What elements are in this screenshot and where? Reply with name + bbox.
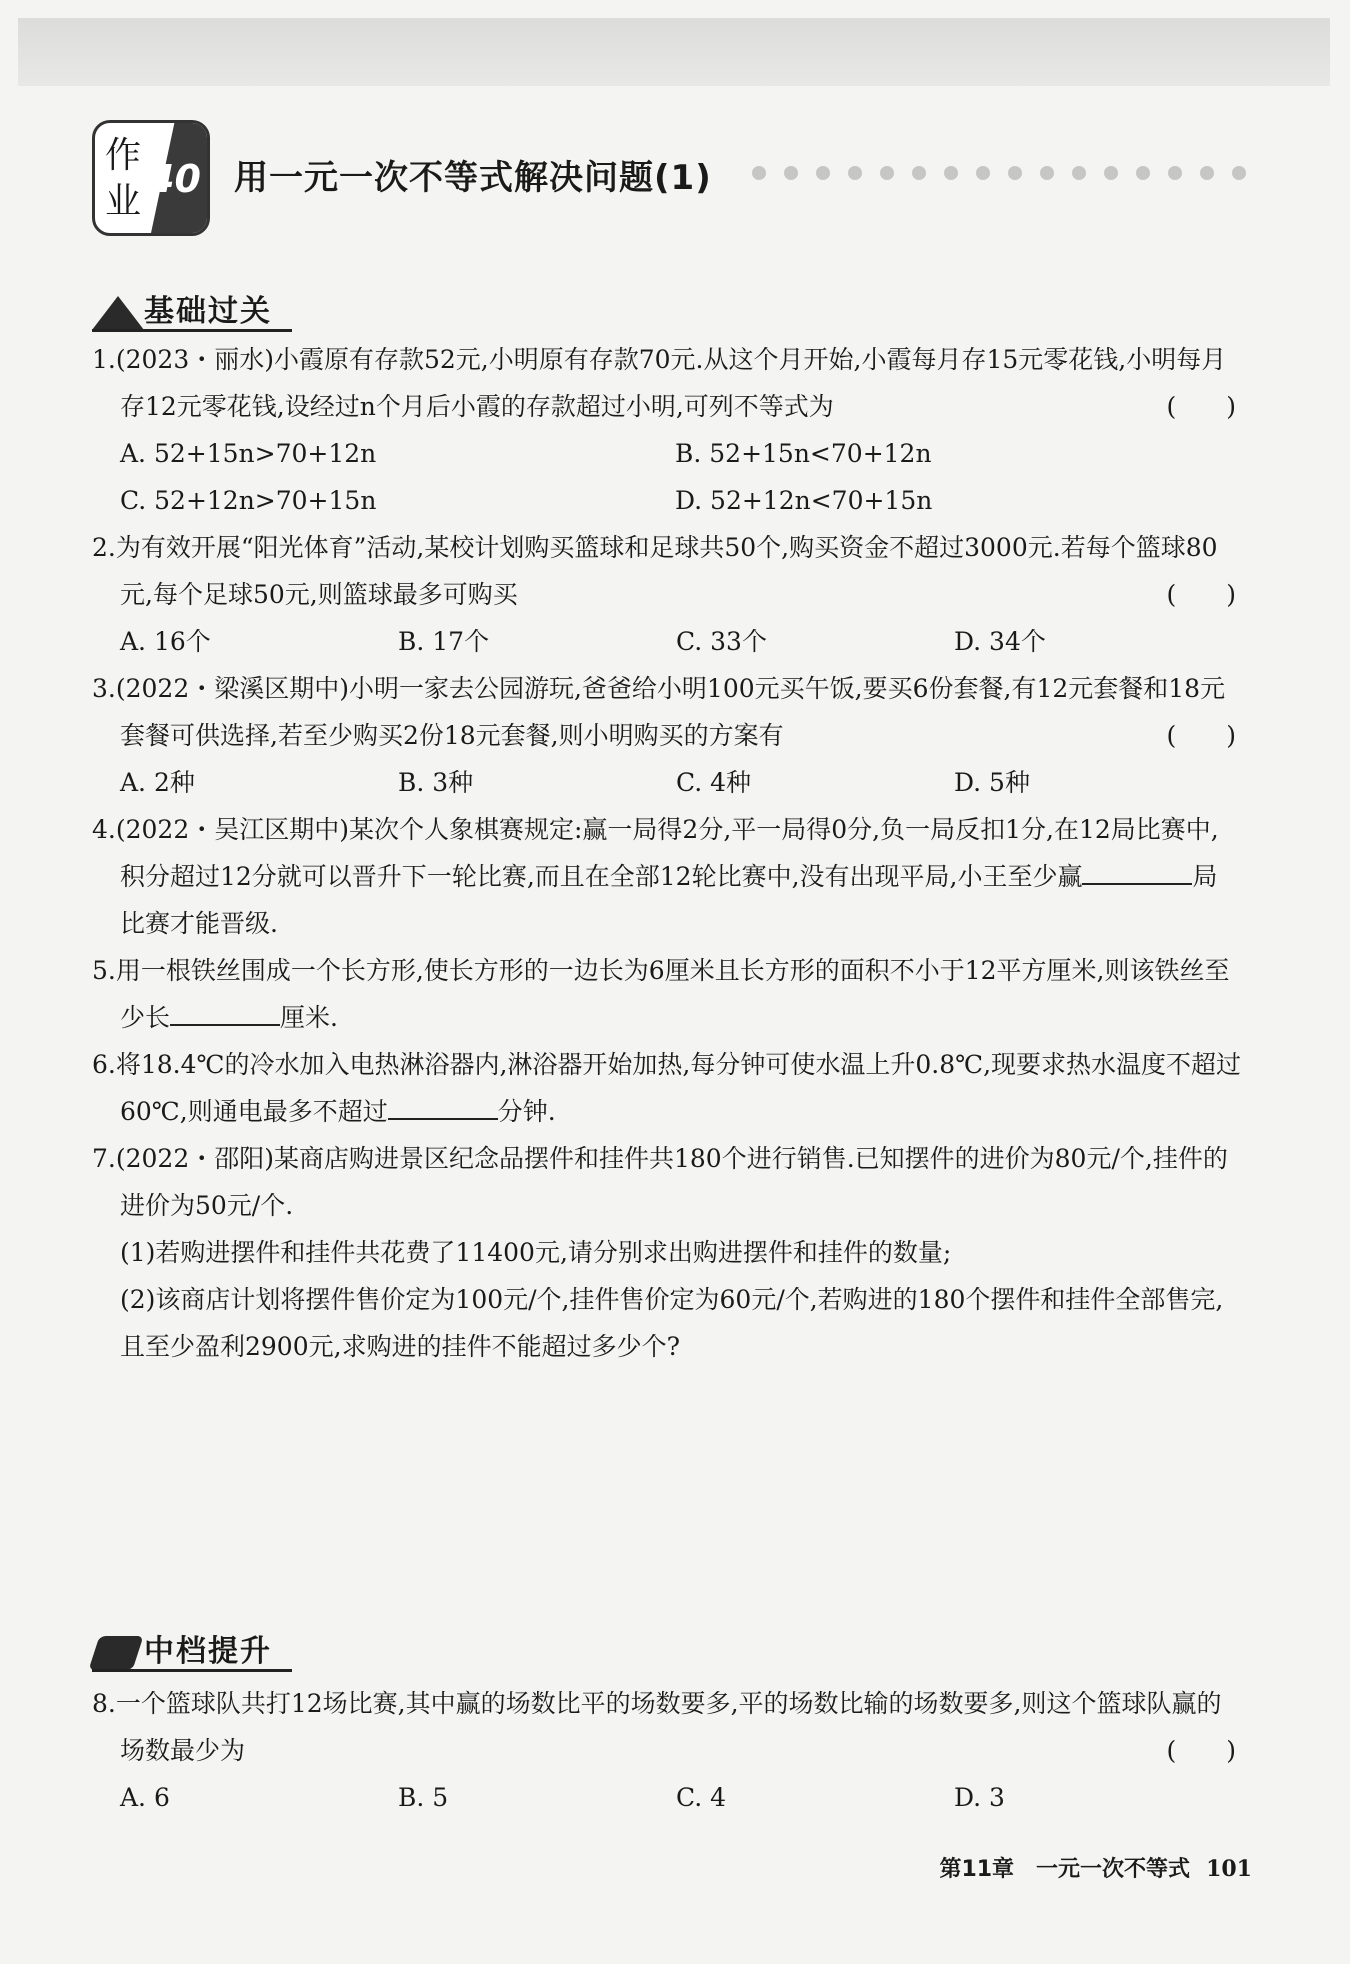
section-underline bbox=[92, 329, 292, 332]
section-heading-basic bbox=[92, 282, 332, 332]
option-a: A. 6 bbox=[120, 1783, 170, 1812]
option-b: B. 5 bbox=[398, 1783, 449, 1812]
question-text: 5.用一根铁丝围成一个长方形,使长方形的一边长为6厘米且长方形的面积不小于12平方厘米,则该铁丝至少长 bbox=[92, 956, 1230, 1032]
question-text: 2.为有效开展“阳光体育”活动,某校计划购买篮球和足球共50个,购买资金不超过3000元.若每个篮球80元,每个足球50元,则篮球最多可购买 bbox=[92, 533, 1218, 609]
answer-blank[interactable] bbox=[388, 1090, 498, 1120]
question-5 bbox=[92, 947, 1242, 1041]
option-b: B. 17个 bbox=[398, 627, 490, 656]
mountain-icon bbox=[92, 296, 144, 330]
question-8 bbox=[92, 1680, 1242, 1821]
option-b: B. 3种 bbox=[398, 768, 474, 797]
question-text: 7.(2022・邵阳)某商店购进景区纪念品摆件和挂件共180个进行销售.已知摆件的进价为80元/个,挂件的进价为50元/个. bbox=[92, 1144, 1228, 1220]
section-label: 基础过关 bbox=[144, 294, 272, 329]
lesson-title: 用一元一次不等式解决问题(1) bbox=[234, 158, 712, 198]
question-2 bbox=[92, 524, 1242, 665]
section-label: 中档提升 bbox=[144, 1634, 272, 1669]
question-text: 1.(2023・丽水)小霞原有存款52元,小明原有存款70元.从这个月开始,小霞每月存15元零花钱,小明每月存12元零花钱,设经过n个月后小霞的存款超过小明,可列不等式为 bbox=[92, 345, 1227, 421]
page-number: 101 bbox=[1206, 1856, 1252, 1882]
badge-top-char: 作 bbox=[105, 135, 142, 176]
question-text: 6.将18.4℃的冷水加入电热淋浴器内,淋浴器开始加热,每分钟可使水温上升0.8℃,现要求热水温度不超过60℃,则通电最多不超过 bbox=[92, 1050, 1242, 1126]
section-underline bbox=[92, 1669, 292, 1672]
question-4 bbox=[92, 806, 1242, 947]
question-list-basic bbox=[92, 336, 1242, 1370]
section-heading-advanced bbox=[92, 1622, 332, 1672]
options-row bbox=[92, 430, 1242, 477]
sub-question-1: (1)若购进摆件和挂件共花费了11400元,请分别求出购进摆件和挂件的数量; bbox=[120, 1238, 952, 1267]
page-footer bbox=[939, 1852, 1252, 1883]
question-1 bbox=[92, 336, 1242, 524]
badge-number: 40 bbox=[148, 157, 201, 201]
homework-badge bbox=[92, 120, 210, 236]
answer-bracket: ( ) bbox=[1166, 580, 1236, 609]
option-c: C. 4种 bbox=[676, 768, 752, 797]
option-d: D. 52+12n<70+15n bbox=[675, 486, 933, 515]
lesson-header bbox=[92, 120, 1332, 230]
sub-question-2: (2)该商店计划将摆件售价定为100元/个,挂件售价定为60元/个,若购进的180个摆件和挂件全部售完,且至少盈利2900元,求购进的挂件不能超过多少个? bbox=[120, 1285, 1224, 1361]
option-d: D. 3 bbox=[954, 1783, 1005, 1812]
question-text: 4.(2022・吴江区期中)某次个人象棋赛规定:赢一局得2分,平一局得0分,负一局反扣1分,在12局比赛中,积分超过12分就可以晋升下一轮比赛,而且在全部12轮比赛中,没有出现平局,小王至少赢 bbox=[92, 815, 1219, 891]
question-text: 8.一个篮球队共打12场比赛,其中赢的场数比平的场数要多,平的场数比输的场数要多,则这个篮球队赢的场数最少为 bbox=[92, 1689, 1222, 1765]
answer-blank[interactable] bbox=[1082, 855, 1192, 885]
question-7 bbox=[92, 1135, 1242, 1370]
option-a: A. 52+15n>70+12n bbox=[120, 439, 377, 468]
question-text: 3.(2022・梁溪区期中)小明一家去公园游玩,爸爸给小明100元买午饭,要买6份套餐,有12元套餐和18元套餐可供选择,若至少购买2份18元套餐,则小明购买的方案有 bbox=[92, 674, 1226, 750]
decorative-dots bbox=[752, 166, 1246, 180]
options-row bbox=[92, 477, 1242, 524]
question-list-advanced bbox=[92, 1680, 1242, 1821]
chapter-label: 第11章 一元一次不等式 bbox=[939, 1857, 1191, 1882]
option-c: C. 33个 bbox=[676, 627, 767, 656]
question-text-tail: 分钟. bbox=[497, 1097, 556, 1126]
answer-bracket: ( ) bbox=[1166, 721, 1236, 750]
options-row bbox=[92, 759, 1242, 806]
option-a: A. 16个 bbox=[120, 627, 211, 656]
question-text-tail: 局比赛才能晋级. bbox=[120, 862, 1218, 938]
answer-blank[interactable] bbox=[170, 996, 280, 1026]
option-d: D. 34个 bbox=[954, 627, 1046, 656]
option-a: A. 2种 bbox=[120, 768, 195, 797]
badge-bottom-char: 业 bbox=[105, 181, 142, 222]
answer-bracket: ( ) bbox=[1166, 1736, 1236, 1765]
option-d: D. 5种 bbox=[954, 768, 1030, 797]
options-row bbox=[92, 1774, 1242, 1821]
question-3 bbox=[92, 665, 1242, 806]
scan-shadow-strip bbox=[18, 18, 1330, 86]
options-row bbox=[92, 618, 1242, 665]
block-icon bbox=[88, 1636, 143, 1670]
option-b: B. 52+15n<70+12n bbox=[675, 439, 932, 468]
answer-bracket: ( ) bbox=[1166, 392, 1236, 421]
question-6 bbox=[92, 1041, 1242, 1135]
option-c: C. 52+12n>70+15n bbox=[120, 486, 377, 515]
question-text-tail: 厘米. bbox=[280, 1003, 338, 1032]
option-c: C. 4 bbox=[676, 1783, 727, 1812]
